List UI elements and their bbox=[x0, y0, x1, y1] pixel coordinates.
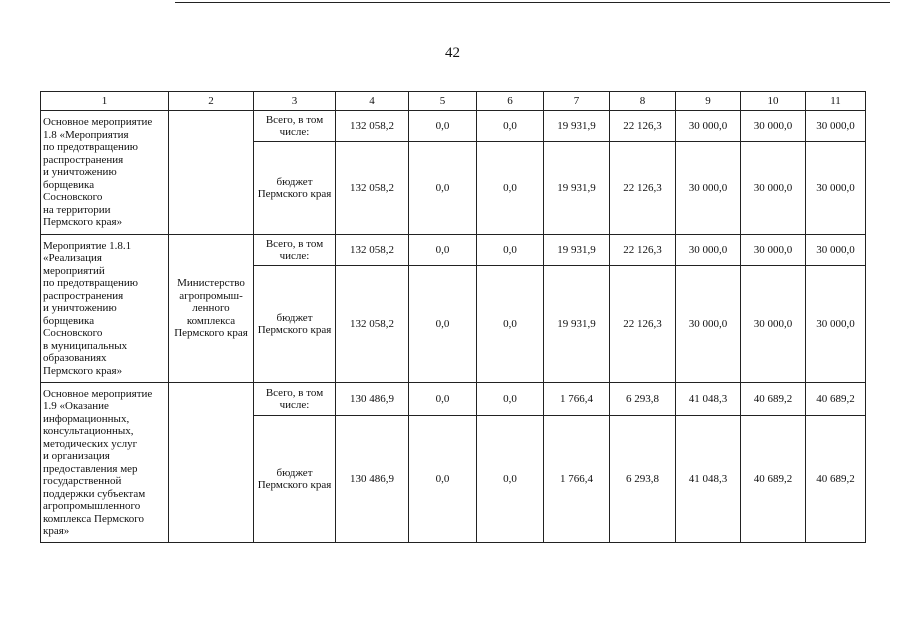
value-cell: 30 000,0 bbox=[741, 142, 806, 235]
activity-name-cell bbox=[41, 383, 169, 543]
table-row bbox=[41, 235, 866, 266]
activity-name: Мероприятие 1.8.1 «Реализация мероприятий по предотвращению распространения и уничтожению борщевика Сосновского в муниципальных образованиях Пермского края» bbox=[43, 239, 138, 377]
funding-source: бюджет Пермского края bbox=[257, 311, 332, 336]
column-header: 6 bbox=[477, 92, 544, 111]
value-cell: 130 486,9 bbox=[336, 383, 409, 416]
header-row bbox=[41, 92, 866, 111]
value-cell: 0,0 bbox=[477, 383, 544, 416]
column-header: 10 bbox=[741, 92, 806, 111]
column-header: 8 bbox=[610, 92, 676, 111]
column-header: 11 bbox=[806, 92, 866, 111]
value-cell: 30 000,0 bbox=[741, 111, 806, 142]
value-cell: 132 058,2 bbox=[336, 111, 409, 142]
value-cell: 30 000,0 bbox=[806, 111, 866, 142]
funding-source-cell bbox=[254, 383, 336, 416]
value-cell: 30 000,0 bbox=[741, 235, 806, 266]
funding-source-cell bbox=[254, 416, 336, 543]
value-cell: 22 126,3 bbox=[610, 266, 676, 383]
value-cell: 0,0 bbox=[477, 416, 544, 543]
value-cell: 40 689,2 bbox=[741, 416, 806, 543]
column-header: 7 bbox=[544, 92, 610, 111]
value-cell: 0,0 bbox=[477, 142, 544, 235]
funding-source: бюджет Пермского края bbox=[257, 466, 332, 491]
value-cell: 0,0 bbox=[409, 235, 477, 266]
responsible-executor: Министерство агропромыш- ленного комплекса Пермского края bbox=[174, 277, 248, 340]
value-cell: 30 000,0 bbox=[806, 142, 866, 235]
value-cell: 0,0 bbox=[409, 111, 477, 142]
value-cell: 0,0 bbox=[477, 235, 544, 266]
value-cell: 0,0 bbox=[409, 383, 477, 416]
page-number: 42 bbox=[445, 45, 460, 61]
value-cell: 132 058,2 bbox=[336, 142, 409, 235]
funding-source-cell bbox=[254, 142, 336, 235]
value-cell: 0,0 bbox=[477, 111, 544, 142]
value-cell: 132 058,2 bbox=[336, 266, 409, 383]
responsible-cell bbox=[169, 383, 254, 543]
funding-source: Всего, в том числе: bbox=[265, 386, 324, 411]
value-cell: 132 058,2 bbox=[336, 235, 409, 266]
value-cell: 1 766,4 bbox=[544, 416, 610, 543]
funding-source-cell bbox=[254, 111, 336, 142]
value-cell: 40 689,2 bbox=[806, 383, 866, 416]
value-cell: 41 048,3 bbox=[676, 416, 741, 543]
value-cell: 30 000,0 bbox=[676, 111, 741, 142]
activity-name: Основное мероприятие 1.8 «Мероприятия по предотвращению распространения и уничтожению борщевика Сосновского на территории Пермского края» bbox=[43, 116, 153, 229]
value-cell: 30 000,0 bbox=[806, 266, 866, 383]
value-cell: 6 293,8 bbox=[610, 383, 676, 416]
funding-source: бюджет Пермского края bbox=[257, 175, 332, 200]
activity-name-cell bbox=[41, 235, 169, 383]
column-header: 2 bbox=[169, 92, 254, 111]
value-cell: 30 000,0 bbox=[741, 266, 806, 383]
value-cell: 19 931,9 bbox=[544, 266, 610, 383]
value-cell: 30 000,0 bbox=[676, 266, 741, 383]
value-cell: 0,0 bbox=[409, 142, 477, 235]
value-cell: 1 766,4 bbox=[544, 383, 610, 416]
value-cell: 40 689,2 bbox=[741, 383, 806, 416]
budget-table bbox=[40, 91, 866, 543]
value-cell: 0,0 bbox=[409, 416, 477, 543]
value-cell: 0,0 bbox=[477, 266, 544, 383]
column-header: 1 bbox=[41, 92, 169, 111]
value-cell: 40 689,2 bbox=[806, 416, 866, 543]
value-cell: 41 048,3 bbox=[676, 383, 741, 416]
funding-source-cell bbox=[254, 266, 336, 383]
column-header: 4 bbox=[336, 92, 409, 111]
value-cell: 22 126,3 bbox=[610, 142, 676, 235]
value-cell: 30 000,0 bbox=[676, 142, 741, 235]
value-cell: 0,0 bbox=[409, 266, 477, 383]
value-cell: 19 931,9 bbox=[544, 235, 610, 266]
value-cell: 6 293,8 bbox=[610, 416, 676, 543]
value-cell: 19 931,9 bbox=[544, 142, 610, 235]
column-header: 5 bbox=[409, 92, 477, 111]
funding-source: Всего, в том числе: bbox=[265, 237, 324, 262]
funding-source: Всего, в том числе: bbox=[265, 113, 324, 138]
column-header: 3 bbox=[254, 92, 336, 111]
value-cell: 22 126,3 bbox=[610, 111, 676, 142]
responsible-cell bbox=[169, 111, 254, 235]
value-cell: 30 000,0 bbox=[676, 235, 741, 266]
value-cell: 30 000,0 bbox=[806, 235, 866, 266]
responsible-cell bbox=[169, 235, 254, 383]
activity-name: Основное мероприятие 1.9 «Оказание информационных, консультационных, методических услуг и организация предоставления мер государственной поддержки субъектам агропромышленного комплекса Пермского края» bbox=[43, 387, 153, 537]
value-cell: 130 486,9 bbox=[336, 416, 409, 543]
table-row bbox=[41, 383, 866, 416]
top-rule bbox=[175, 2, 890, 3]
column-header: 9 bbox=[676, 92, 741, 111]
value-cell: 22 126,3 bbox=[610, 235, 676, 266]
value-cell: 19 931,9 bbox=[544, 111, 610, 142]
funding-source-cell bbox=[254, 235, 336, 266]
activity-name-cell bbox=[41, 111, 169, 235]
table-row bbox=[41, 111, 866, 142]
